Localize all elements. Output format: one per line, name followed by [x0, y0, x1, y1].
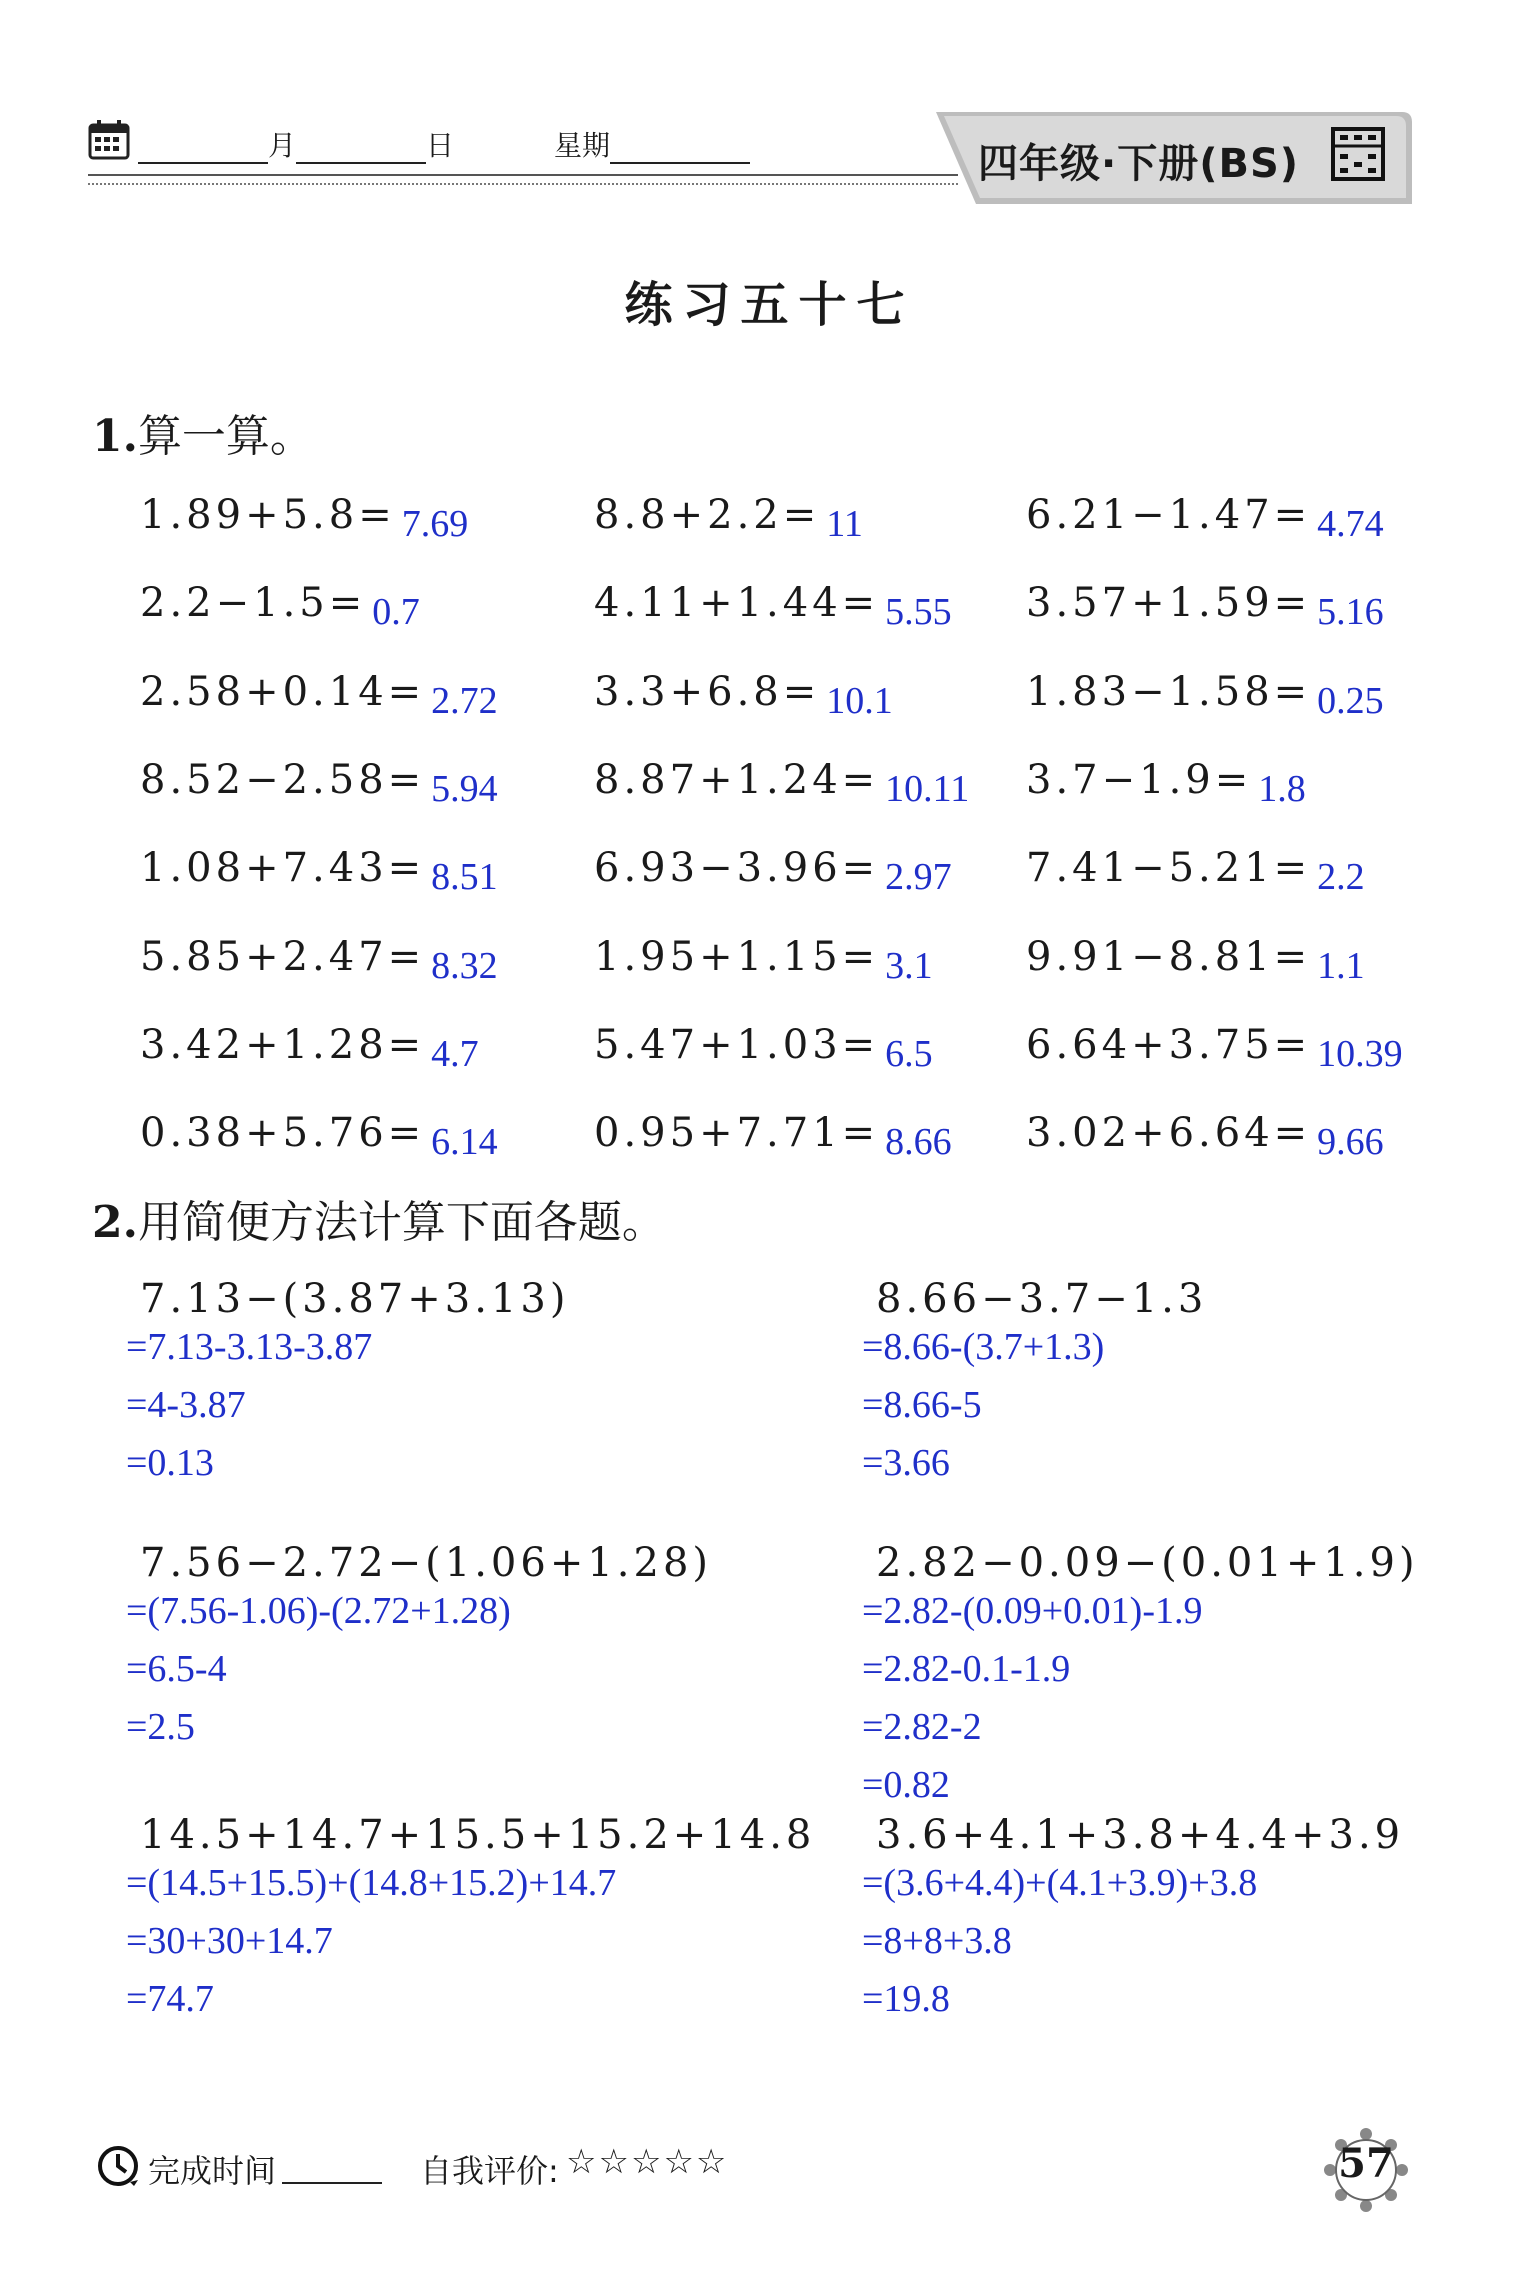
- solution-step: =7.13-3.13-3.87: [126, 1326, 373, 1368]
- problem-item: [140, 492, 468, 546]
- month-label: 月: [268, 129, 297, 162]
- problem-expression: 1.95+1.15=: [594, 934, 880, 980]
- solution-step: =74.7: [126, 1978, 214, 2020]
- problem-expression: 2.2−1.5=: [140, 580, 367, 626]
- problem-answer: 0.25: [1317, 680, 1384, 722]
- problem-item: [594, 757, 969, 811]
- problem-item: [1026, 934, 1365, 988]
- clock-icon: [96, 2144, 140, 2188]
- problem-item: [140, 1110, 498, 1164]
- problem-expression: 2.58+0.14=: [140, 669, 426, 715]
- problem-item: [1026, 669, 1384, 723]
- section1-title-text: 算一算。: [137, 411, 314, 462]
- weekday-label: 星期: [554, 129, 611, 162]
- problem-item: [1026, 1022, 1403, 1076]
- solution-step: =3.66: [862, 1442, 950, 1484]
- abacus-icon: [1330, 126, 1386, 182]
- calendar-icon: [88, 118, 130, 160]
- problem-answer: 2.72: [431, 680, 498, 722]
- problem-expression: 5.47+1.03=: [594, 1022, 880, 1068]
- solution-step: =8+8+3.8: [862, 1920, 1012, 1962]
- solution-step: =4-3.87: [126, 1384, 246, 1426]
- section1-number: 1.: [92, 411, 138, 462]
- simplify-question: 7.13−(3.87+3.13): [140, 1276, 570, 1322]
- problem-expression: 4.11+1.44=: [594, 580, 880, 626]
- problem-expression: 0.38+5.76=: [140, 1110, 426, 1156]
- simplify-problem: [126, 1276, 826, 1498]
- problem-expression: 0.95+7.71=: [594, 1110, 880, 1156]
- solution-step: =(7.56-1.06)-(2.72+1.28): [126, 1590, 511, 1632]
- day-blank[interactable]: [296, 132, 426, 164]
- solution-step: =19.8: [862, 1978, 950, 2020]
- problem-expression: 3.57+1.59=: [1026, 580, 1312, 626]
- simplify-problem: [862, 1812, 1539, 2034]
- problem-expression: 1.89+5.8=: [140, 492, 396, 538]
- problem-answer: 0.7: [372, 591, 420, 633]
- solution-step: =8.66-5: [862, 1384, 982, 1426]
- solution-steps: [126, 1588, 826, 1762]
- problem-expression: 3.42+1.28=: [140, 1022, 426, 1068]
- problem-expression: 8.87+1.24=: [594, 757, 880, 803]
- self-eval-label: 自我评价:: [420, 2152, 559, 2190]
- problem-answer: 2.97: [885, 856, 952, 898]
- problem-expression: 8.8+2.2=: [594, 492, 821, 538]
- problem-item: [594, 934, 933, 988]
- date-fill-line: [138, 124, 750, 164]
- solution-steps: [862, 1860, 1539, 2034]
- solution-steps: [126, 1860, 826, 2034]
- solution-step: =6.5-4: [126, 1648, 227, 1690]
- problem-item: [140, 669, 498, 723]
- solution-step: =2.82-2: [862, 1706, 982, 1748]
- problem-answer: 2.2: [1317, 856, 1365, 898]
- simplify-problem: [126, 1540, 826, 1762]
- problem-answer: 10.1: [826, 680, 893, 722]
- problem-answer: 5.94: [431, 768, 498, 810]
- header-rule-dotted: [88, 183, 958, 185]
- problem-expression: 9.91−8.81=: [1026, 934, 1312, 980]
- time-blank[interactable]: [282, 2152, 382, 2184]
- section2-title: [92, 1186, 666, 1250]
- problem-item: [594, 1110, 952, 1164]
- problem-item: [1026, 845, 1365, 899]
- problem-item: [594, 492, 863, 546]
- simplify-question: 3.6+4.1+3.8+4.4+3.9: [876, 1812, 1405, 1858]
- page-title: 练习五十七: [624, 277, 915, 333]
- problem-expression: 3.02+6.64=: [1026, 1110, 1312, 1156]
- problem-expression: 6.21−1.47=: [1026, 492, 1312, 538]
- solution-step: =(14.5+15.5)+(14.8+15.2)+14.7: [126, 1862, 617, 1904]
- solution-step: =0.82: [862, 1764, 950, 1806]
- problem-answer: 6.14: [431, 1121, 498, 1163]
- solution-steps: [126, 1324, 826, 1498]
- solution-step: =2.5: [126, 1706, 195, 1748]
- problem-item: [1026, 580, 1384, 634]
- problem-expression: 3.7−1.9=: [1026, 757, 1253, 803]
- problem-answer: 8.66: [885, 1121, 952, 1163]
- simplify-question: 14.5+14.7+15.5+15.2+14.8: [140, 1812, 816, 1858]
- problem-answer: 5.16: [1317, 591, 1384, 633]
- problem-answer: 1.8: [1258, 768, 1306, 810]
- problem-item: [140, 1022, 479, 1076]
- solution-step: =2.82-(0.09+0.01)-1.9: [862, 1590, 1203, 1632]
- problem-answer: 10.11: [885, 768, 970, 810]
- problem-expression: 6.93−3.96=: [594, 845, 880, 891]
- solution-steps: [862, 1324, 1539, 1498]
- weekday-blank[interactable]: [610, 132, 750, 164]
- day-label: 日: [426, 129, 455, 162]
- problem-answer: 3.1: [885, 945, 933, 987]
- solution-step: =8.66-(3.7+1.3): [862, 1326, 1105, 1368]
- problem-answer: 6.5: [885, 1033, 933, 1075]
- section2-title-text: 用简便方法计算下面各题。: [137, 1197, 666, 1248]
- simplify-question: 7.56−2.72−(1.06+1.28): [140, 1540, 713, 1586]
- problem-expression: 5.85+2.47=: [140, 934, 426, 980]
- problem-expression: 1.08+7.43=: [140, 845, 426, 891]
- problem-expression: 6.64+3.75=: [1026, 1022, 1312, 1068]
- page-number: 57: [1338, 2140, 1394, 2187]
- problem-expression: 1.83−1.58=: [1026, 669, 1312, 715]
- grade-label: 四年级·下册(BS): [978, 141, 1300, 187]
- simplify-question: 2.82−0.09−(0.01+1.9): [876, 1540, 1419, 1586]
- problem-answer: 8.51: [431, 856, 498, 898]
- rating-stars[interactable]: ☆☆☆☆☆: [566, 2142, 729, 2182]
- problem-answer: 4.74: [1317, 503, 1384, 545]
- solution-step: =2.82-0.1-1.9: [862, 1648, 1071, 1690]
- time-label: 完成时间: [148, 2152, 277, 2190]
- header-rule: [88, 174, 958, 176]
- solution-steps: [862, 1588, 1539, 1820]
- solution-step: =30+30+14.7: [126, 1920, 333, 1962]
- simplify-question: 8.66−3.7−1.3: [876, 1276, 1208, 1322]
- simplify-problem: [126, 1812, 826, 2034]
- problem-answer: 9.66: [1317, 1121, 1384, 1163]
- problem-item: [140, 845, 498, 899]
- solution-step: =(3.6+4.4)+(4.1+3.9)+3.8: [862, 1862, 1258, 1904]
- problem-answer: 10.39: [1317, 1033, 1403, 1075]
- problem-item: [1026, 757, 1306, 811]
- problem-item: [594, 669, 893, 723]
- simplify-problem: [862, 1540, 1539, 1820]
- problem-answer: 8.32: [431, 945, 498, 987]
- problem-item: [140, 757, 498, 811]
- problem-answer: 11: [826, 503, 863, 545]
- month-blank[interactable]: [138, 132, 268, 164]
- problem-item: [140, 580, 420, 634]
- problem-expression: 3.3+6.8=: [594, 669, 821, 715]
- problem-answer: 7.69: [401, 503, 469, 545]
- problem-item: [1026, 492, 1384, 546]
- section1-title: [92, 400, 314, 464]
- problem-item: [594, 580, 952, 634]
- problem-item: [140, 934, 498, 988]
- simplify-problem: [862, 1276, 1539, 1498]
- problem-answer: 1.1: [1317, 945, 1365, 987]
- solution-step: =0.13: [126, 1442, 214, 1484]
- section2-number: 2.: [92, 1197, 138, 1248]
- problem-answer: 4.7: [431, 1033, 479, 1075]
- problem-expression: 8.52−2.58=: [140, 757, 426, 803]
- problem-expression: 7.41−5.21=: [1026, 845, 1312, 891]
- problem-item: [594, 845, 952, 899]
- problem-item: [594, 1022, 933, 1076]
- problem-answer: 5.55: [885, 591, 952, 633]
- problem-item: [1026, 1110, 1384, 1164]
